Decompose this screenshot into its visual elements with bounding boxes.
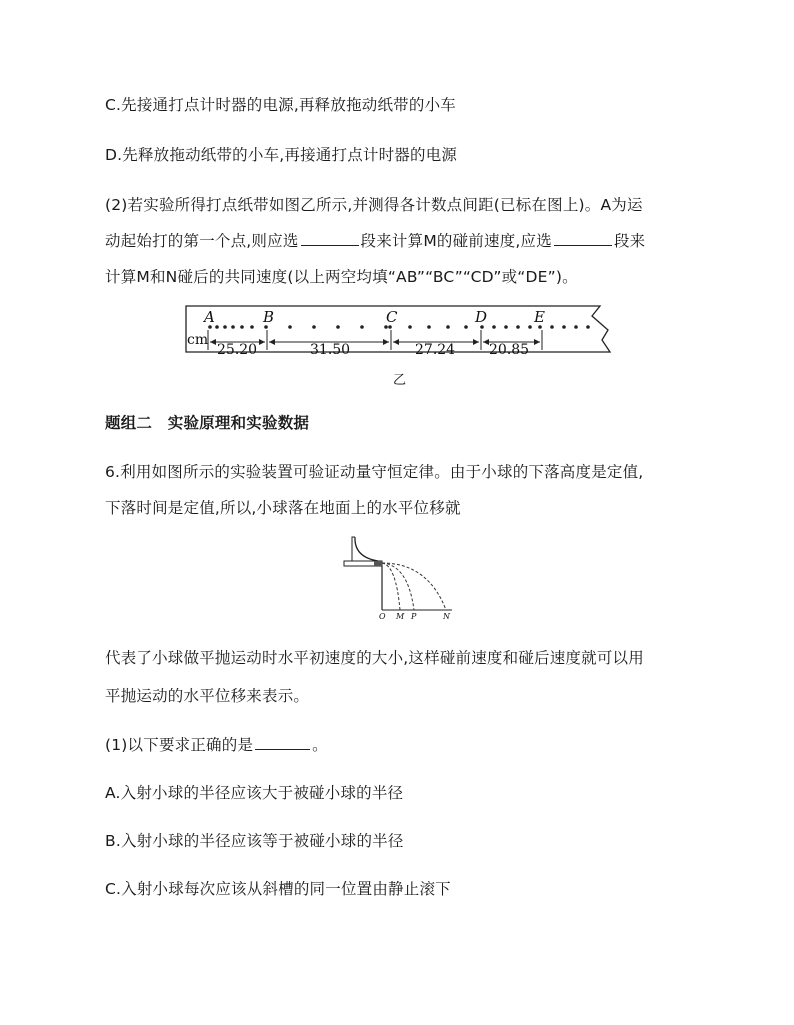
- ground-label-o: O: [379, 612, 386, 620]
- apparatus-figure: [340, 535, 460, 620]
- tape-point-c: C: [386, 308, 398, 326]
- tape-caption: 乙: [393, 373, 407, 388]
- option-d-line: D.先释放拖动纸带的小车,再接通打点计时器的电源: [105, 146, 458, 164]
- question-6-line-1: 6.利用如图所示的实验装置可验证动量守恒定律。由于小球的下落高度是定值,: [105, 463, 644, 481]
- answer-blank-1[interactable]: [301, 231, 359, 246]
- question-6-1-end: 。: [312, 736, 328, 754]
- answer-blank-2[interactable]: [554, 231, 612, 246]
- tape-figure: [180, 300, 620, 390]
- tape-distance-de: 20.85: [489, 342, 530, 358]
- option-a-line: A.入射小球的半径应该大于被碰小球的半径: [105, 784, 404, 802]
- ground-label-m: M: [396, 612, 405, 620]
- tape-distance-ab: 25.20: [217, 342, 258, 358]
- question-2-line-2: [105, 229, 645, 251]
- tape-point-b: B: [263, 308, 275, 326]
- ground-label-p: P: [411, 612, 417, 620]
- section-heading: 题组二 实验原理和实验数据: [105, 414, 310, 432]
- tape-point-d: D: [475, 308, 488, 326]
- ground-label-n: N: [443, 612, 450, 620]
- tape-point-e: E: [534, 308, 545, 326]
- question-6-1-text: (1)以下要求正确的是: [105, 736, 254, 754]
- question-2-text-c: 段来: [613, 232, 646, 250]
- option-b-line: B.入射小球的半径应该等于被碰小球的半径: [105, 832, 404, 850]
- option-c2-line: C.入射小球每次应该从斜槽的同一位置由静止滚下: [105, 880, 451, 898]
- question-2-text-a: 动起始打的第一个点,则应选: [105, 232, 299, 250]
- question-6-line-2: 下落时间是定值,所以,小球落在地面上的水平位移就: [105, 499, 461, 517]
- tape-point-a: A: [204, 308, 215, 326]
- question-2-line-3: 计算M和N碰后的共同速度(以上两空均填“AB”“BC”“CD”或“DE”)。: [105, 268, 578, 286]
- question-2-text-b: 段来计算M的碰前速度,应选: [360, 232, 552, 250]
- tape-distance-cd: 27.24: [415, 342, 456, 358]
- question-6-line-4: 平抛运动的水平位移来表示。: [105, 687, 310, 705]
- tape-unit-label: cm: [187, 332, 209, 348]
- question-2-line-1: (2)若实验所得打点纸带如图乙所示,并测得各计数点间距(已标在图上)。A为运: [105, 196, 643, 214]
- answer-blank-3[interactable]: [255, 735, 310, 750]
- question-6-1-line: [105, 733, 328, 755]
- chute-curve: [355, 537, 378, 561]
- question-6-line-3: 代表了小球做平抛运动时水平初速度的大小,这样碰前速度和碰后速度就可以用: [105, 649, 644, 667]
- tape-distance-bc: 31.50: [310, 342, 351, 358]
- option-c-line: C.先接通打点计时器的电源,再释放拖动纸带的小车: [105, 96, 456, 114]
